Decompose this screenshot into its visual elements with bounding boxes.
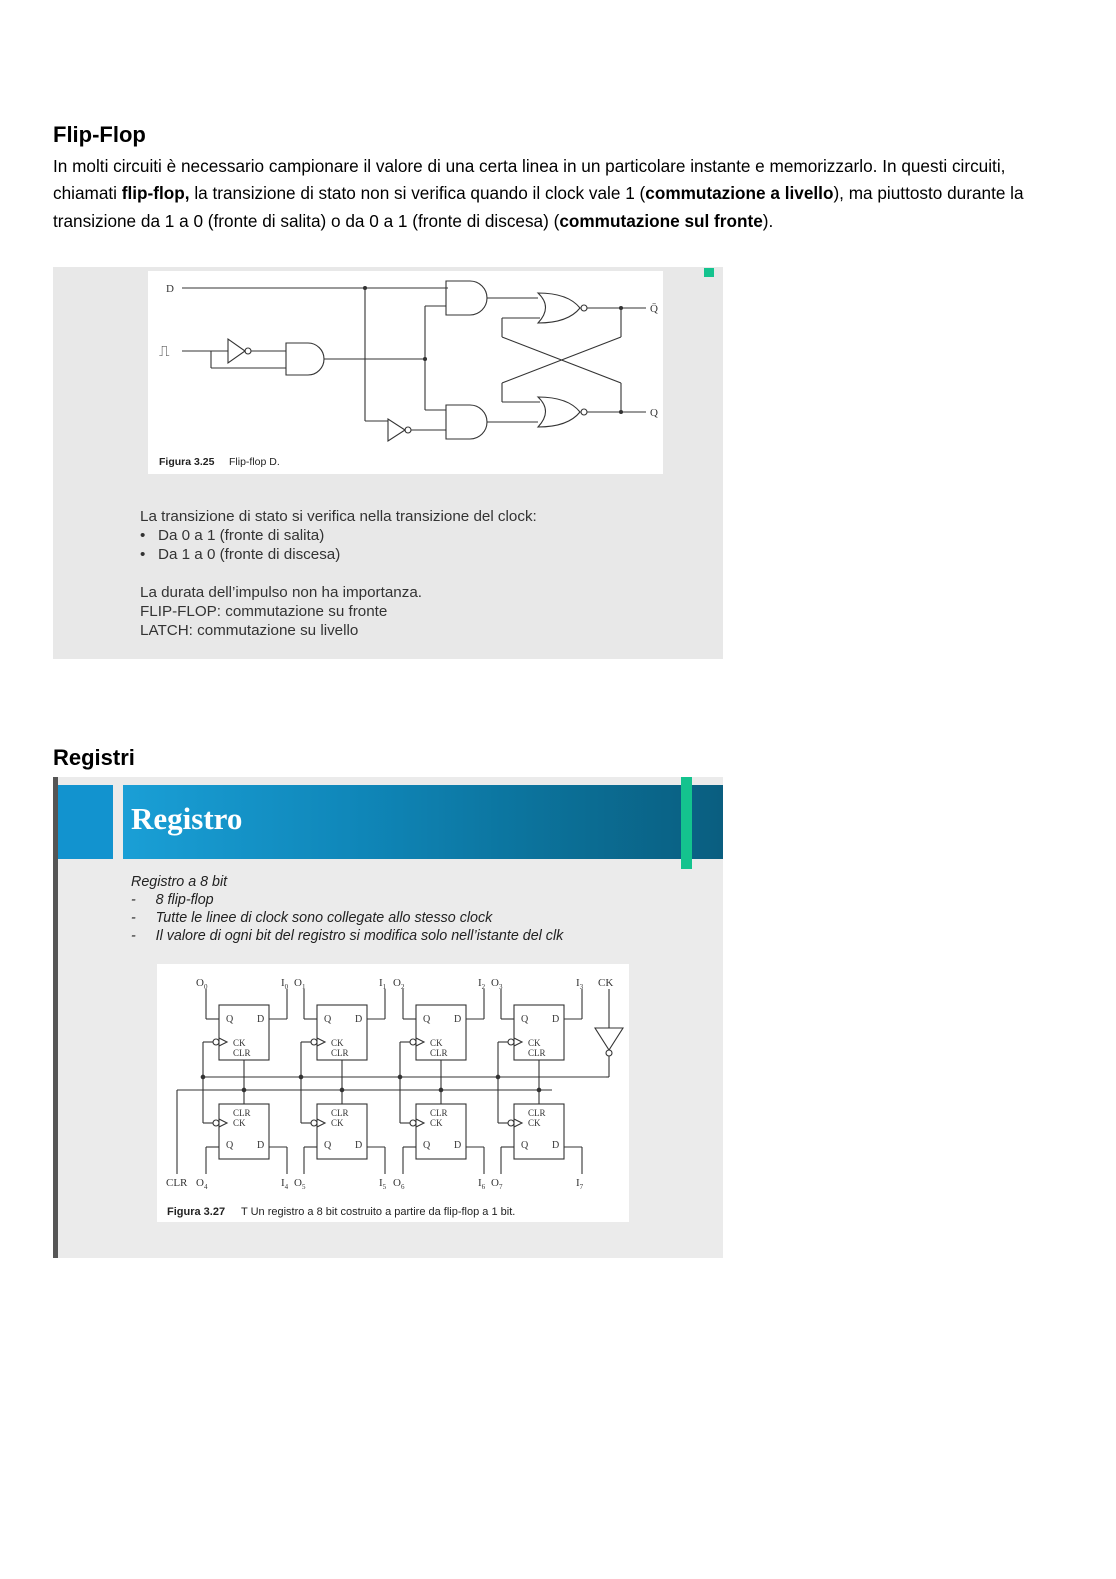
- ff-clr-label: CLR: [430, 1048, 448, 1058]
- slide1-text: [140, 507, 537, 640]
- slide2-line3: - Tutte le linee di clock sono collegate allo stesso clock: [131, 910, 493, 926]
- flipflop-d-diagram: [148, 271, 663, 474]
- ff-d-label: D: [355, 1140, 363, 1151]
- ff-q-label: Q: [324, 1014, 332, 1025]
- ff-clock-marker: [317, 1038, 325, 1046]
- ff-d-label: D: [552, 1014, 560, 1025]
- ff-clr-label: CLR: [331, 1108, 349, 1118]
- section-heading-registri: Registri: [53, 745, 135, 770]
- intro-paragraph: [53, 153, 1063, 235]
- ff-ck-label: CK: [528, 1038, 541, 1048]
- clock-inverter: [595, 1028, 623, 1050]
- ff-clock-marker: [416, 1038, 424, 1046]
- ff-d-label: D: [552, 1140, 560, 1151]
- ff-ck-label: CK: [233, 1038, 246, 1048]
- ff-ck-label: CK: [331, 1038, 344, 1048]
- ff-d-label: D: [257, 1014, 265, 1025]
- bottom-output-label: $O_5$: [294, 1177, 306, 1191]
- figure2-caption-text: T Un registro a 8 bit costruito a partire da flip-flop a 1 bit.: [241, 1206, 516, 1218]
- bottom-input-label: $I_7$: [576, 1177, 584, 1191]
- top-output-label: $O_1$: [294, 977, 306, 991]
- slide1-bullet1: • Da 0 a 1 (fronte di salita): [140, 527, 325, 544]
- label-ck: CK: [598, 977, 614, 989]
- slide1-line6: LATCH: commutazione su livello: [140, 622, 359, 639]
- ff-clock-marker: [317, 1119, 325, 1127]
- ff-q-label: Q: [226, 1014, 234, 1025]
- top-input-label: $I_0$: [281, 977, 289, 991]
- ff-clock-marker: [514, 1038, 522, 1046]
- para-run: ).: [762, 210, 774, 231]
- ff-clock-bubble: [410, 1039, 416, 1045]
- ff-clr-label: CLR: [233, 1048, 251, 1058]
- slide1-bullet2: • Da 1 a 0 (fronte di discesa): [140, 546, 341, 563]
- slide1-line5: FLIP-FLOP: commutazione su fronte: [140, 603, 388, 620]
- para-bold-run: commutazione a livello: [645, 183, 834, 204]
- ff-q-label: Q: [423, 1140, 431, 1151]
- slide-registro: [53, 777, 723, 1258]
- slide1-line4: La durata dell’impulso non ha importanza.: [140, 584, 422, 601]
- ff-ck-label: CK: [430, 1118, 443, 1128]
- ff-clock-marker: [219, 1038, 227, 1046]
- slide-flipflop: [53, 267, 723, 659]
- slide2-title: Registro: [131, 801, 243, 836]
- ff-q-label: Q: [324, 1140, 332, 1151]
- ff-d-label: D: [257, 1140, 265, 1151]
- clock-symbol-icon: ⎍: [159, 344, 170, 360]
- ff-clr-label: CLR: [331, 1048, 349, 1058]
- bottom-input-label: $I_5$: [379, 1177, 387, 1191]
- ff-ck-label: CK: [528, 1118, 541, 1128]
- ff-q-label: Q: [521, 1014, 529, 1025]
- slide2-line2: - 8 flip-flop: [131, 892, 214, 908]
- top-input-label: $I_1$: [379, 977, 387, 991]
- ff-clock-bubble: [410, 1120, 416, 1126]
- ff-clock-bubble: [311, 1120, 317, 1126]
- para-run: ), ma piuttosto durante la transizione da 1 a 0 (fronte di salita) o da 0 a 1 (fronte di discesa) (: [53, 183, 1024, 231]
- ff-clock-bubble: [213, 1039, 219, 1045]
- label-qbar: Q̄: [650, 303, 658, 315]
- ff-q-label: Q: [226, 1140, 234, 1151]
- bottom-output-label: $O_6$: [393, 1177, 405, 1191]
- ff-clock-bubble: [508, 1120, 514, 1126]
- slide2-text: [131, 873, 563, 945]
- bottom-output-label: $O_4$: [196, 1177, 208, 1191]
- slide2-title-square: [58, 785, 113, 859]
- bottom-input-label: $I_6$: [478, 1177, 486, 1191]
- top-output-label: $O_3$: [491, 977, 503, 991]
- ff-q-label: Q: [521, 1140, 529, 1151]
- figure2-caption-num: Figura 3.27: [167, 1206, 226, 1218]
- ff-clr-label: CLR: [233, 1108, 251, 1118]
- ff-d-label: D: [454, 1014, 462, 1025]
- top-output-label: $O_2$: [393, 977, 405, 991]
- section-heading-flipflop: Flip-Flop: [53, 122, 146, 147]
- top-output-label: $O_0$: [196, 977, 208, 991]
- ff-clock-marker: [219, 1119, 227, 1127]
- ff-q-label: Q: [423, 1014, 431, 1025]
- ff-clr-label: CLR: [430, 1108, 448, 1118]
- ff-clr-label: CLR: [528, 1108, 546, 1118]
- ff-ck-label: CK: [430, 1038, 443, 1048]
- ff-clr-label: CLR: [528, 1048, 546, 1058]
- top-input-label: $I_2$: [478, 977, 486, 991]
- slide1-accent-mark: [704, 268, 714, 277]
- figure-register-8bit: [157, 964, 629, 1222]
- figure-flipflop-d: [148, 271, 663, 474]
- ff-ck-label: CK: [233, 1118, 246, 1128]
- register-diagram: [157, 964, 629, 1222]
- slide2-accent-bar: [681, 777, 692, 869]
- ff-clock-bubble: [213, 1120, 219, 1126]
- slide2-line4: - Il valore di ogni bit del registro si modifica solo nell’istante del clk: [131, 928, 564, 944]
- figure1-caption-num: Figura 3.25: [159, 456, 215, 468]
- ff-d-label: D: [355, 1014, 363, 1025]
- ff-ck-label: CK: [331, 1118, 344, 1128]
- slide2-line1: Registro a 8 bit: [131, 874, 228, 890]
- ff-clock-marker: [514, 1119, 522, 1127]
- para-bold-run: commutazione sul fronte: [559, 210, 763, 231]
- para-run: In molti circuiti è necessario campionare il valore di una certa linea in un particolare instante e memorizzarlo. In questi circuiti, chiamati: [53, 156, 1006, 204]
- top-input-label: $I_3$: [576, 977, 584, 991]
- slide1-line1: La transizione di stato si verifica nella transizione del clock:: [140, 508, 537, 525]
- label-d: D: [166, 283, 174, 295]
- ff-clock-marker: [416, 1119, 424, 1127]
- label-clr: CLR: [166, 1177, 188, 1189]
- ff-clock-bubble: [311, 1039, 317, 1045]
- bottom-output-label: $O_7$: [491, 1177, 503, 1191]
- para-run: la transizione di stato non si verifica quando il clock vale 1 (: [189, 183, 646, 204]
- ff-clock-bubble: [508, 1039, 514, 1045]
- label-q: Q: [650, 407, 658, 419]
- figure1-caption-text: Flip-flop D.: [229, 456, 280, 468]
- para-bold-run: flip-flop,: [121, 183, 190, 204]
- ff-d-label: D: [454, 1140, 462, 1151]
- bottom-input-label: $I_4$: [281, 1177, 289, 1191]
